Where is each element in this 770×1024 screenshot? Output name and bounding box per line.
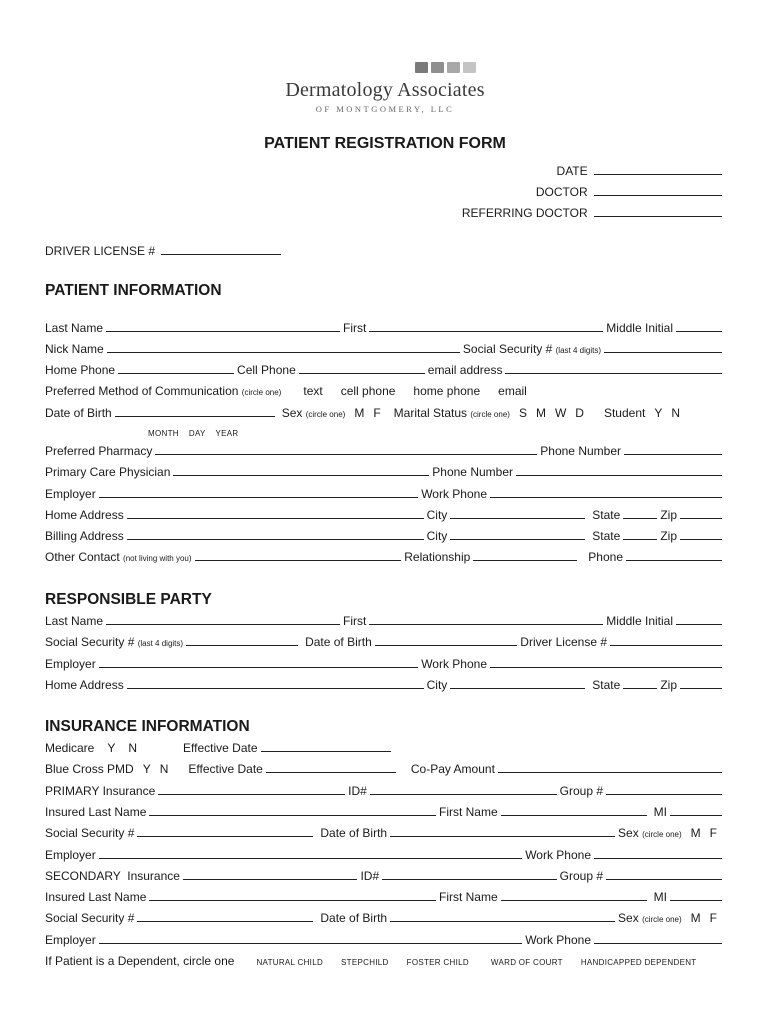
copay-field[interactable] <box>498 761 722 773</box>
dob-hint-year: YEAR <box>215 429 239 438</box>
rp-last-name-label: Last Name <box>45 614 104 628</box>
logo-square <box>431 62 444 73</box>
sex-option-m[interactable]: M <box>354 406 365 420</box>
medicare-effective-date-field[interactable] <box>261 740 391 752</box>
billing-address-row <box>45 528 725 543</box>
home-phone-label: Home Phone <box>45 363 116 377</box>
rp-employer-field[interactable] <box>99 656 419 668</box>
sex-option-f[interactable]: F <box>373 406 381 420</box>
medicare-label: Medicare <box>45 741 95 755</box>
sex-label: Sex <box>281 406 303 420</box>
insured-work-phone-field[interactable] <box>594 847 722 859</box>
date-of-birth-label: Date of Birth <box>45 406 112 420</box>
rp-name-row <box>45 613 725 628</box>
marital-option-d[interactable]: D <box>575 406 584 420</box>
secondary-insured-ssn-field[interactable] <box>137 910 313 922</box>
secondary-insured-sex-hint: (circle one) <box>642 915 682 924</box>
secondary-insured-first-name-label: First Name <box>438 890 498 904</box>
employer-label: Employer <box>45 487 96 501</box>
first-name-field[interactable] <box>369 320 603 332</box>
relationship-field[interactable] <box>473 549 577 561</box>
blue-cross-option-n[interactable]: N <box>159 762 169 776</box>
insured-work-phone-label: Work Phone <box>525 848 591 862</box>
other-phone-field[interactable] <box>626 549 722 561</box>
rp-last4-hint: (last 4 digits) <box>137 639 184 648</box>
secondary-insured-dob-label: Date of Birth <box>320 911 388 925</box>
rp-home-address-row <box>45 677 725 692</box>
rp-last-name-field[interactable] <box>106 613 340 625</box>
marital-circle-hint: (circle one) <box>470 410 510 419</box>
secondary-insured-work-phone-field[interactable] <box>594 932 722 944</box>
physician-phone-label: Phone Number <box>432 465 513 479</box>
rp-ssn-row <box>45 634 725 649</box>
method-option-cell-phone[interactable]: cell phone <box>340 384 396 398</box>
home-address-field[interactable] <box>127 507 424 519</box>
secondary-insured-employer-field[interactable] <box>99 932 523 944</box>
rp-zip-label: Zip <box>660 678 677 692</box>
insurance-information-title: INSURANCE INFORMATION <box>45 718 250 735</box>
driver-license-row <box>45 243 284 258</box>
employer-row <box>45 486 725 501</box>
employer-field[interactable] <box>99 486 419 498</box>
marital-option-w[interactable]: W <box>554 406 567 420</box>
rp-first-name-label: First <box>343 614 367 628</box>
nick-name-row <box>45 341 725 356</box>
form-title: PATIENT REGISTRATION FORM <box>264 135 506 152</box>
referring-doctor-label: REFERRING DOCTOR <box>461 206 588 220</box>
logo-squares-icon <box>120 62 770 73</box>
billing-zip-label: Zip <box>660 529 677 543</box>
rp-social-security-field[interactable] <box>186 634 298 646</box>
secondary-insured-row <box>45 889 725 904</box>
rp-work-phone-label: Work Phone <box>421 657 487 671</box>
practice-name: Dermatology Associates <box>285 79 485 101</box>
date-field-row <box>557 163 725 178</box>
insured-employer-label: Employer <box>45 848 96 862</box>
dob-format-hint <box>148 429 239 438</box>
physician-phone-field[interactable] <box>516 464 722 476</box>
phones-row <box>45 362 725 377</box>
rp-first-name-field[interactable] <box>369 613 603 625</box>
secondary-insured-first-name-field[interactable] <box>501 889 647 901</box>
referring-doctor-field[interactable] <box>594 205 722 217</box>
pharmacy-phone-label: Phone Number <box>540 444 621 458</box>
responsible-party-title: RESPONSIBLE PARTY <box>45 591 212 608</box>
zip-label: Zip <box>660 508 677 522</box>
patient-information-title: PATIENT INFORMATION <box>45 282 222 299</box>
insured-first-name-field[interactable] <box>501 804 647 816</box>
insured-ssn-label: Social Security # <box>45 826 135 840</box>
blue-cross-option-y[interactable]: Y <box>142 762 151 776</box>
method-option-home-phone[interactable]: home phone <box>413 384 481 398</box>
last-name-field[interactable] <box>106 320 340 332</box>
insured-dob-label: Date of Birth <box>320 826 388 840</box>
driver-license-label: DRIVER LICENSE # <box>45 244 156 258</box>
primary-id-field[interactable] <box>370 783 557 795</box>
method-option-email[interactable]: email <box>498 384 527 398</box>
primary-insurance-field[interactable] <box>158 783 345 795</box>
billing-state-label: State <box>592 529 621 543</box>
primary-insured-row <box>45 804 725 819</box>
home-phone-field[interactable] <box>118 362 234 374</box>
primary-ssn-row <box>45 825 725 840</box>
logo-square <box>463 62 476 73</box>
communication-row <box>45 384 725 398</box>
dependent-label: If Patient is a Dependent, circle one <box>45 954 235 968</box>
billing-address-label: Billing Address <box>45 529 124 543</box>
student-label: Student <box>603 406 646 420</box>
date-field[interactable] <box>594 163 722 175</box>
billing-city-field[interactable] <box>450 528 585 540</box>
secondary-id-label: ID# <box>360 869 380 883</box>
primary-care-label: Primary Care Physician <box>45 465 171 479</box>
nick-name-field[interactable] <box>107 341 460 353</box>
blue-cross-label: Blue Cross PMD <box>45 762 134 776</box>
preferred-pharmacy-label: Preferred Pharmacy <box>45 444 153 458</box>
medicare-option-n[interactable]: N <box>128 741 138 755</box>
doctor-field-row <box>536 184 725 199</box>
insured-dob-field[interactable] <box>390 825 615 837</box>
rp-state-label: State <box>592 678 621 692</box>
primary-id-label: ID# <box>348 784 367 798</box>
secondary-insured-employer-label: Employer <box>45 933 96 947</box>
rp-driver-license-field[interactable] <box>610 634 722 646</box>
marital-option-m[interactable]: M <box>535 406 546 420</box>
social-security-field[interactable] <box>604 341 722 353</box>
primary-care-field[interactable] <box>173 464 429 476</box>
primary-insurance-label: PRIMARY Insurance <box>45 784 156 798</box>
secondary-insurance-label: SECONDARY Insurance <box>45 869 180 883</box>
preferred-method-label: Preferred Method of Communication <box>45 384 239 398</box>
secondary-insured-sex-label: Sex <box>618 911 639 925</box>
dob-hint-day: DAY <box>188 429 206 438</box>
secondary-group-label: Group # <box>559 869 603 883</box>
medicare-effective-date-label: Effective Date <box>183 741 258 755</box>
nick-name-label: Nick Name <box>45 342 104 356</box>
insured-ssn-field[interactable] <box>137 825 313 837</box>
insured-last-name-label: Insured Last Name <box>45 805 147 819</box>
date-of-birth-field[interactable] <box>115 405 275 417</box>
city-field[interactable] <box>450 507 585 519</box>
dependent-option-foster-child[interactable]: FOSTER CHILD <box>406 958 469 967</box>
social-security-label: Social Security # <box>462 342 553 356</box>
blue-cross-row <box>45 761 725 776</box>
secondary-insured-last-name-field[interactable] <box>149 889 436 901</box>
rp-home-address-field[interactable] <box>127 677 424 689</box>
primary-group-field[interactable] <box>606 783 722 795</box>
middle-initial-label: Middle Initial <box>606 321 673 335</box>
birth-sex-row <box>45 405 725 420</box>
marital-status-label: Marital Status <box>393 406 468 420</box>
marital-option-s[interactable]: S <box>518 406 527 420</box>
driver-license-field[interactable] <box>161 243 281 255</box>
medicare-option-y[interactable]: Y <box>107 741 116 755</box>
referring-doctor-row <box>462 205 725 220</box>
middle-initial-field[interactable] <box>676 320 722 332</box>
billing-address-field[interactable] <box>127 528 424 540</box>
secondary-insured-sex-option-m[interactable]: M <box>690 911 701 925</box>
circle-one-hint: (circle one) <box>241 388 282 397</box>
doctor-field[interactable] <box>594 184 722 196</box>
state-field[interactable] <box>623 507 657 519</box>
home-address-label: Home Address <box>45 508 124 522</box>
rp-state-field[interactable] <box>623 677 657 689</box>
zip-field[interactable] <box>680 507 722 519</box>
insured-sex-option-f[interactable]: F <box>709 826 717 840</box>
primary-employer-row <box>45 847 725 862</box>
insured-mi-label: MI <box>653 805 667 819</box>
blue-cross-effective-date-field[interactable] <box>266 761 396 773</box>
secondary-insured-last-name-label: Insured Last Name <box>45 890 147 904</box>
rp-date-of-birth-label: Date of Birth <box>305 635 372 649</box>
email-address-field[interactable] <box>505 362 722 374</box>
last-name-label: Last Name <box>45 321 104 335</box>
cell-phone-field[interactable] <box>299 362 425 374</box>
secondary-employer-row <box>45 932 725 947</box>
dependent-option-stepchild[interactable]: STEPCHILD <box>341 958 389 967</box>
other-contact-field[interactable] <box>195 549 402 561</box>
practice-logo <box>0 62 770 114</box>
copay-label: Co-Pay Amount <box>410 762 495 776</box>
other-contact-label: Other Contact <box>45 550 120 564</box>
rp-employer-row <box>45 656 725 671</box>
secondary-insured-dob-field[interactable] <box>390 910 615 922</box>
insured-sex-label: Sex <box>618 826 639 840</box>
rp-middle-initial-field[interactable] <box>676 613 722 625</box>
rp-social-security-label: Social Security # <box>45 635 135 649</box>
rp-employer-label: Employer <box>45 657 96 671</box>
method-option-text[interactable]: text <box>303 384 323 398</box>
relationship-label: Relationship <box>404 550 471 564</box>
patient-name-row <box>45 320 725 335</box>
rp-zip-field[interactable] <box>680 677 722 689</box>
cell-phone-label: Cell Phone <box>237 363 296 377</box>
physician-row <box>45 464 725 479</box>
secondary-insured-sex-option-f[interactable]: F <box>709 911 717 925</box>
billing-city-label: City <box>426 529 448 543</box>
rp-work-phone-field[interactable] <box>490 656 722 668</box>
secondary-insured-ssn-label: Social Security # <box>45 911 135 925</box>
preferred-pharmacy-field[interactable] <box>155 443 537 455</box>
sex-circle-hint: (circle one) <box>305 410 346 419</box>
insured-first-name-label: First Name <box>438 805 498 819</box>
secondary-insured-mi-field[interactable] <box>670 889 722 901</box>
first-name-label: First <box>343 321 367 335</box>
city-label: City <box>426 508 448 522</box>
insured-sex-hint: (circle one) <box>642 830 682 839</box>
dependent-row <box>45 954 725 968</box>
secondary-group-field[interactable] <box>606 868 722 880</box>
insured-sex-option-m[interactable]: M <box>690 826 701 840</box>
work-phone-label: Work Phone <box>421 487 487 501</box>
pharmacy-row <box>45 443 725 458</box>
logo-square <box>415 62 428 73</box>
secondary-insurance-field[interactable] <box>183 868 358 880</box>
student-option-n[interactable]: N <box>671 406 681 420</box>
work-phone-field[interactable] <box>490 486 722 498</box>
dependent-option-natural-child[interactable]: NATURAL CHILD <box>256 958 324 967</box>
billing-state-field[interactable] <box>623 528 657 540</box>
secondary-id-field[interactable] <box>382 868 557 880</box>
last4-hint: (last 4 digits) <box>555 346 601 355</box>
billing-zip-field[interactable] <box>680 528 722 540</box>
home-address-row <box>45 507 725 522</box>
insured-last-name-field[interactable] <box>149 804 436 816</box>
logo-square <box>447 62 460 73</box>
other-phone-label: Phone <box>588 550 623 564</box>
practice-subtitle: OF MONTGOMERY, LLC <box>315 104 455 114</box>
rp-driver-license-label: Driver License # <box>520 635 607 649</box>
email-address-label: email address <box>427 363 503 377</box>
dob-hint-month: MONTH <box>148 429 179 438</box>
secondary-ssn-row <box>45 910 725 925</box>
rp-date-of-birth-field[interactable] <box>375 634 518 646</box>
state-label: State <box>592 508 621 522</box>
secondary-insured-mi-label: MI <box>653 890 667 904</box>
secondary-insured-work-phone-label: Work Phone <box>525 933 591 947</box>
rp-home-address-label: Home Address <box>45 678 124 692</box>
secondary-insurance-row <box>45 868 725 883</box>
rp-middle-initial-label: Middle Initial <box>606 614 673 628</box>
pharmacy-phone-field[interactable] <box>624 443 722 455</box>
doctor-label: DOCTOR <box>535 185 588 199</box>
dependent-option-handicapped[interactable]: HANDICAPPED DEPENDENT <box>580 958 697 967</box>
not-living-hint: (not living with you) <box>123 554 192 563</box>
student-option-y[interactable]: Y <box>654 406 663 420</box>
medicare-row <box>45 740 725 755</box>
primary-group-label: Group # <box>559 784 604 798</box>
primary-insurance-row <box>45 783 725 798</box>
insured-mi-field[interactable] <box>670 804 722 816</box>
dependent-option-ward-of-court[interactable]: WARD OF COURT <box>490 958 563 967</box>
rp-city-label: City <box>426 678 448 692</box>
date-label: DATE <box>556 164 588 178</box>
insured-employer-field[interactable] <box>99 847 523 859</box>
rp-city-field[interactable] <box>450 677 585 689</box>
blue-cross-effective-date-label: Effective Date <box>188 762 263 776</box>
other-contact-row <box>45 549 725 564</box>
